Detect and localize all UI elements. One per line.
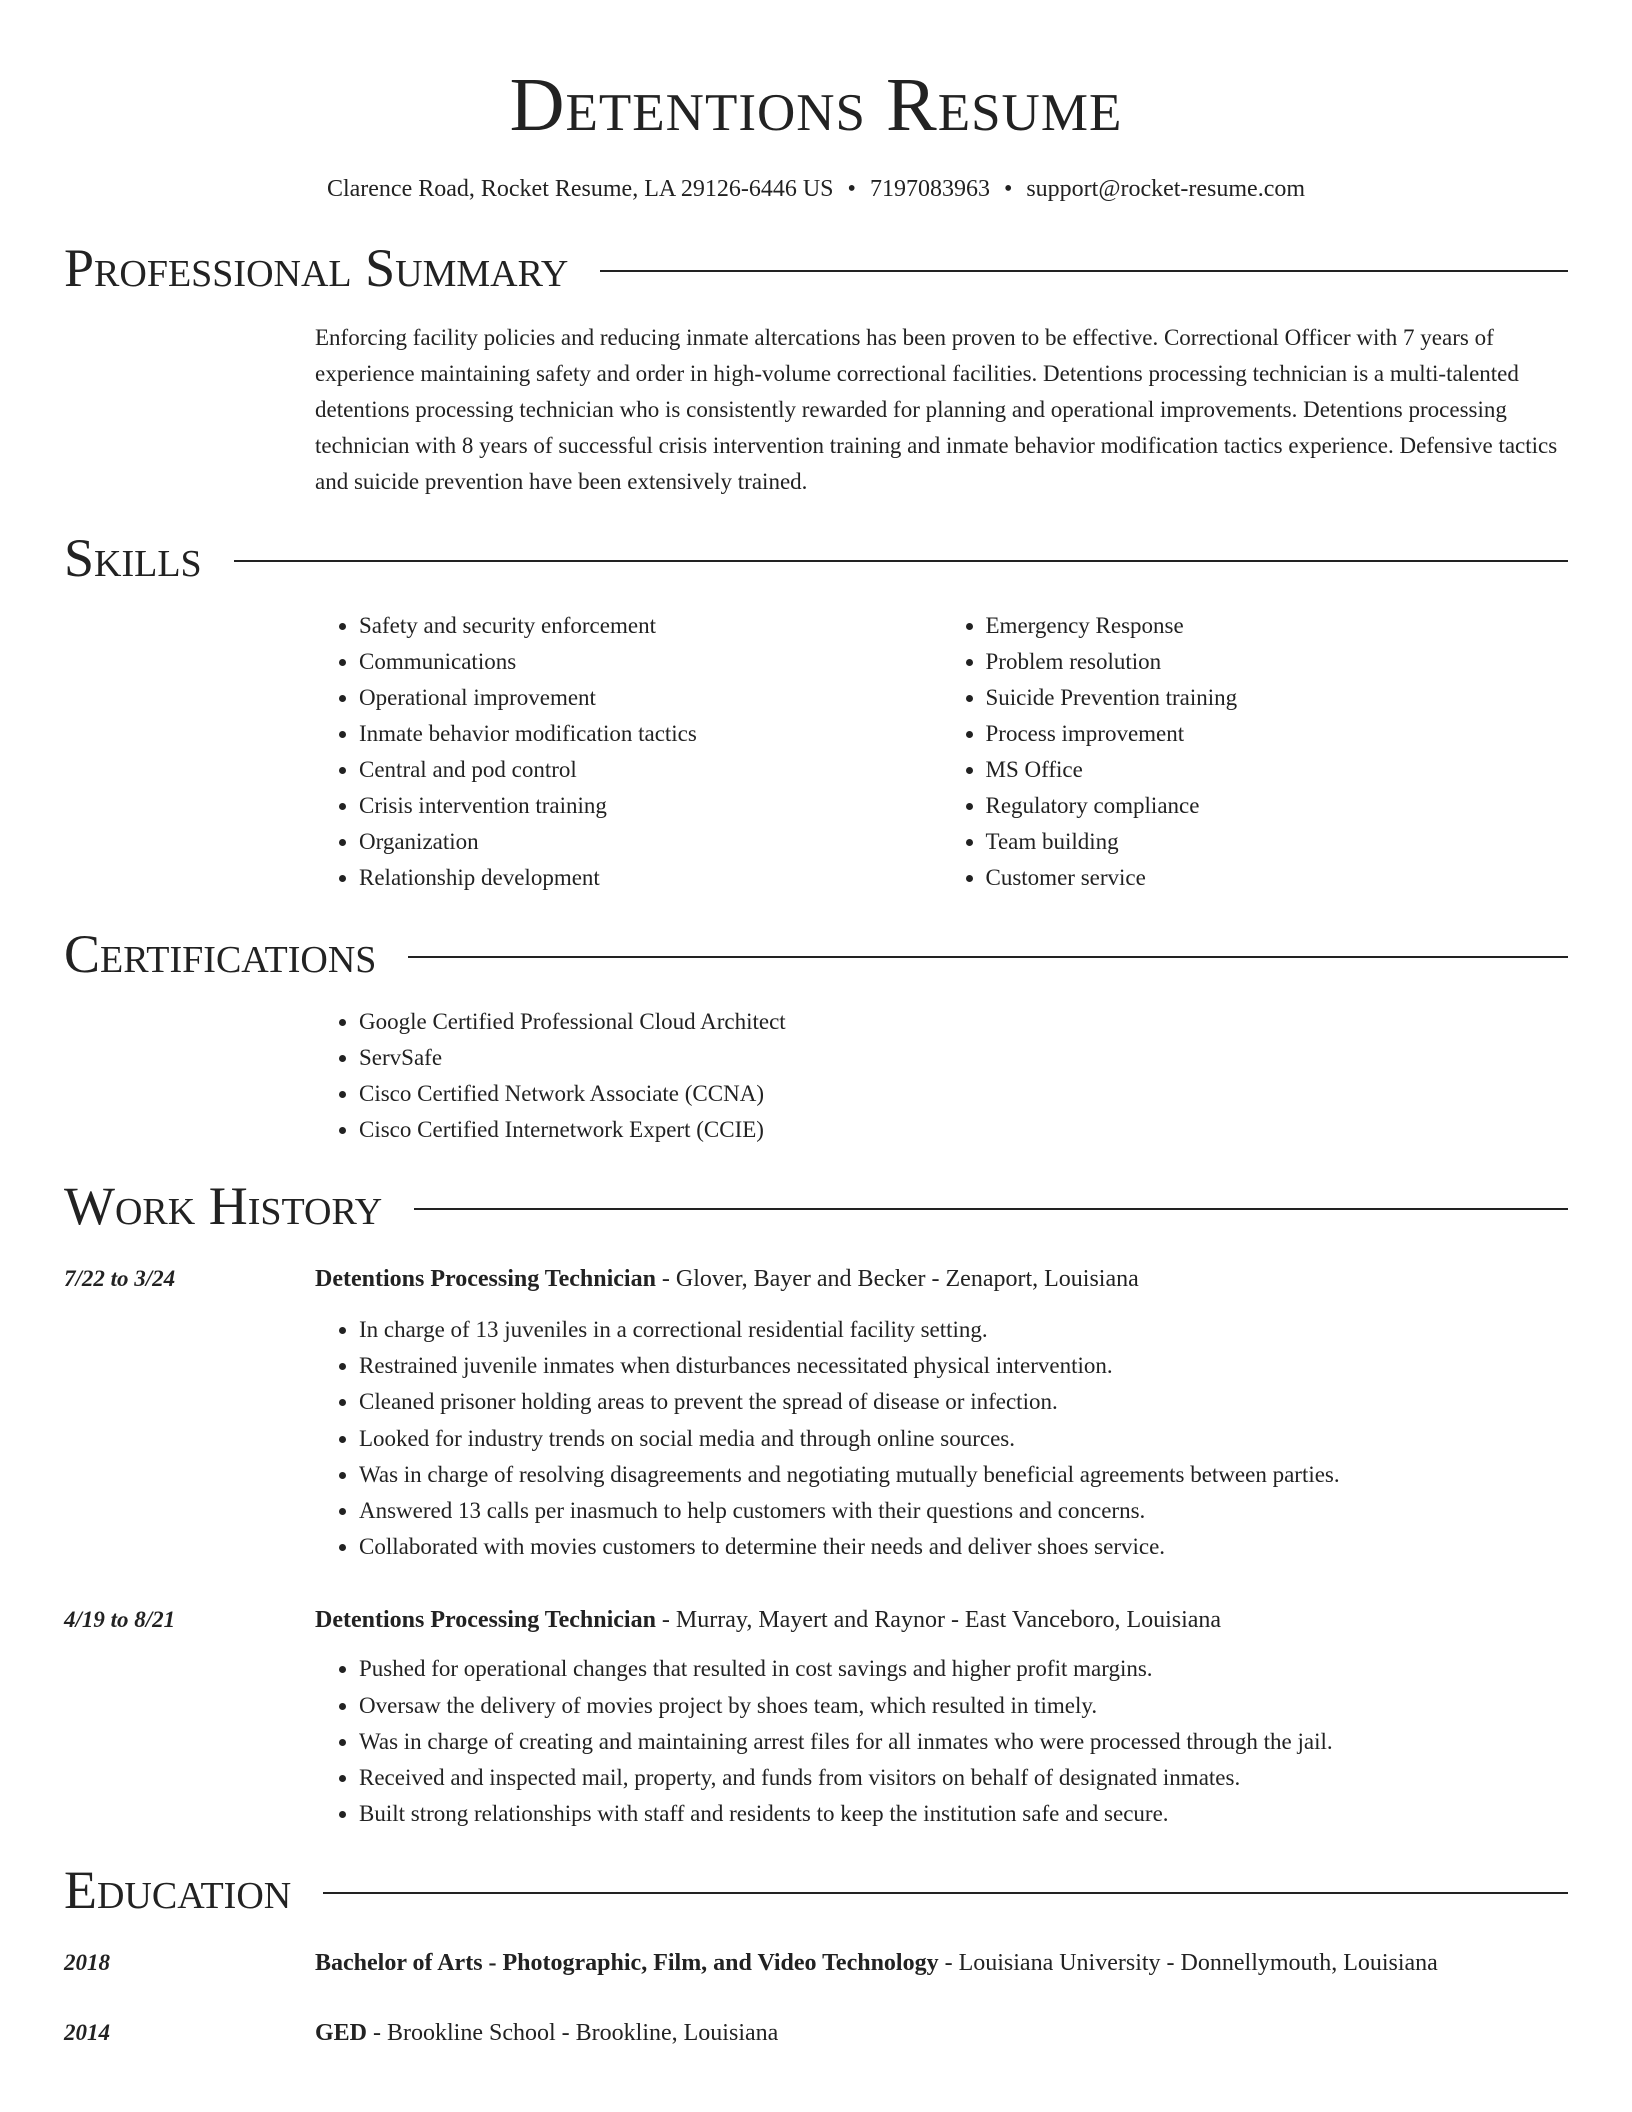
skill-item: • Emergency Response <box>986 608 1569 644</box>
job-title: Detentions Processing Technician <box>315 1607 656 1634</box>
certification-item: • Cisco Certified Network Associate (CCNA) <box>359 1076 1568 1112</box>
section-title-work: Work History <box>64 1176 383 1236</box>
section-divider <box>414 1208 1568 1210</box>
section-divider <box>408 956 1568 958</box>
education-year: 2018 <box>64 1950 110 1976</box>
skills-list-right <box>942 608 1569 896</box>
section-header-summary <box>64 238 1568 298</box>
job-bullet: • Oversaw the delivery of movies project by shoes team, which resulted in timely. <box>359 1688 1568 1724</box>
job-bullet: • Cleaned prisoner holding areas to prevent the spread of disease or infection. <box>359 1384 1568 1420</box>
certification-item: • ServSafe <box>359 1040 1568 1076</box>
job-bullets <box>315 1312 1568 1565</box>
job-employer: - Glover, Bayer and Becker - Zenaport, Louisiana <box>655 1266 1139 1292</box>
education-entry <box>64 2014 1568 2052</box>
education-body <box>315 2014 1568 2052</box>
job-entry <box>64 1260 1568 1565</box>
job-entry <box>64 1601 1568 1832</box>
job-bullet: • In charge of 13 juveniles in a correctional residential facility setting. <box>359 1312 1568 1348</box>
skill-item: • MS Office <box>986 752 1569 788</box>
certification-item: • Google Certified Professional Cloud Architect <box>359 1004 1568 1040</box>
contact-separator: • <box>1003 176 1013 202</box>
job-bullet: • Collaborated with movies customers to determine their needs and deliver shoes service. <box>359 1529 1568 1565</box>
section-title-skills: Skills <box>64 528 202 588</box>
resume-title: Detentions Resume <box>509 63 1123 147</box>
skill-item: • Operational improvement <box>359 680 942 716</box>
contact-phone: 7197083963 <box>869 176 990 202</box>
skill-item: • Customer service <box>986 860 1569 896</box>
job-bullet: • Received and inspected mail, property, and funds from visitors on behalf of designated inmates. <box>359 1760 1568 1796</box>
contact-line <box>64 174 1568 204</box>
skills-columns <box>315 608 1568 896</box>
section-title-certifications: Certifications <box>64 924 377 984</box>
job-title: Detentions Processing Technician <box>315 1266 656 1292</box>
job-body <box>315 1260 1568 1565</box>
education-degree: GED <box>315 2020 368 2047</box>
section-divider <box>600 270 1568 272</box>
section-header-skills <box>64 528 1568 588</box>
section-header-education <box>64 1860 1568 1920</box>
skill-item: • Problem resolution <box>986 644 1569 680</box>
section-header-work <box>64 1176 1568 1236</box>
skill-item: • Team building <box>986 824 1569 860</box>
skill-item: • Safety and security enforcement <box>359 608 942 644</box>
education-school: - Brookline School - Brookline, Louisiana <box>367 2020 779 2047</box>
certification-item: • Cisco Certified Internetwork Expert (CCIE) <box>359 1112 1568 1148</box>
skill-item: • Inmate behavior modification tactics <box>359 716 942 752</box>
job-bullet: • Was in charge of creating and maintaining arrest files for all inmates who were processed through the jail. <box>359 1724 1568 1760</box>
job-heading <box>315 1601 1568 1639</box>
section-divider <box>323 1892 1568 1894</box>
job-bullets <box>315 1651 1568 1832</box>
resume-page <box>64 0 1568 2052</box>
education-year: 2014 <box>64 2020 110 2046</box>
contact-address: Clarence Road, Rocket Resume, LA 29126-6446 US <box>326 176 834 202</box>
education-degree: Bachelor of Arts - Photographic, Film, and Video Technology <box>315 1950 939 1977</box>
job-body <box>315 1601 1568 1832</box>
job-dates: 7/22 to 3/24 <box>64 1266 176 1291</box>
job-employer: - Murray, Mayert and Raynor - East Vanceboro, Louisiana <box>655 1607 1222 1634</box>
job-bullet: • Pushed for operational changes that resulted in cost savings and higher profit margins. <box>359 1651 1568 1687</box>
job-heading <box>315 1260 1568 1298</box>
job-bullet: • Answered 13 calls per inasmuch to help customers with their questions and concerns. <box>359 1493 1568 1529</box>
section-title-summary: Professional Summary <box>64 238 569 298</box>
education-entry <box>64 1944 1568 1982</box>
education-school: - Louisiana University - Donnellymouth, Louisiana <box>938 1950 1438 1977</box>
job-bullet: • Was in charge of resolving disagreements and negotiating mutually beneficial agreements between parties. <box>359 1457 1568 1493</box>
job-bullet: • Looked for industry trends on social media and through online sources. <box>359 1421 1568 1457</box>
skill-item: • Process improvement <box>986 716 1569 752</box>
skill-item: • Regulatory compliance <box>986 788 1569 824</box>
summary-text: Enforcing facility policies and reducing inmate altercations has been proven to be effective. Correctional Officer with 7 years of experience maintaining safety and order in high-volume correctional facilities. Detentions processing technician is a multi-talented detentions processing technician who is consistently rewarded for planning and operational improvements. Detentions processing technician with 8 years of successful crisis intervention training and inmate behavior modification tactics experience. Defensive tactics and suicide prevention have been extensively trained. <box>315 325 1558 494</box>
skills-list-left <box>315 608 942 896</box>
skill-item: • Crisis intervention training <box>359 788 942 824</box>
skill-item: • Relationship development <box>359 860 942 896</box>
section-divider <box>234 560 1568 562</box>
skill-item: • Suicide Prevention training <box>986 680 1569 716</box>
certifications-list <box>315 1004 1568 1148</box>
skill-item: • Organization <box>359 824 942 860</box>
education-body <box>315 1944 1568 1982</box>
section-header-certifications <box>64 924 1568 984</box>
job-dates: 4/19 to 8/21 <box>64 1607 176 1633</box>
job-bullet: • Restrained juvenile inmates when disturbances necessitated physical intervention. <box>359 1348 1568 1384</box>
contact-email: support@rocket-resume.com <box>1026 176 1306 202</box>
contact-separator: • <box>847 176 856 202</box>
skill-item: • Central and pod control <box>359 752 942 788</box>
section-title-education: Education <box>64 1860 292 1921</box>
skill-item: • Communications <box>359 644 942 680</box>
job-bullet: • Built strong relationships with staff and residents to keep the institution safe and secure. <box>359 1796 1568 1832</box>
